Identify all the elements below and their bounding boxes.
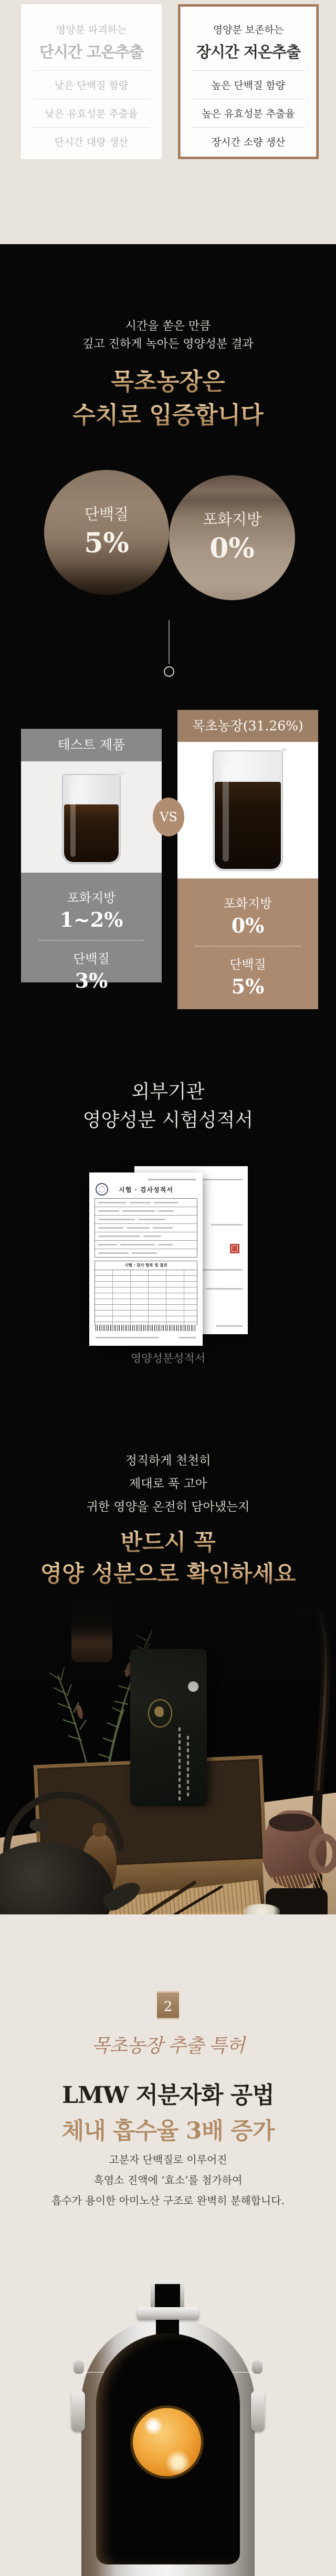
vessel-top-knob bbox=[151, 2280, 184, 2311]
card-subtitle: 영양분 보존하는 bbox=[213, 24, 284, 36]
stat-value: 3% bbox=[75, 969, 108, 992]
tea-still-life-photo bbox=[0, 1596, 336, 1914]
extract-droplet-sphere bbox=[130, 2405, 204, 2479]
vessel-side-pin bbox=[252, 2360, 262, 2374]
doc-number-placeholder bbox=[148, 1179, 196, 1180]
test-product-card bbox=[21, 729, 162, 992]
versus-card-footer bbox=[177, 878, 318, 1009]
patent-subtitle: 체내 흡수율 3배 증가 bbox=[61, 2118, 275, 2144]
connector-line bbox=[169, 620, 170, 664]
mug-handle bbox=[309, 1834, 336, 1873]
dotted-divider bbox=[195, 946, 300, 947]
card-item-list bbox=[33, 70, 150, 155]
dotted-divider bbox=[39, 940, 144, 941]
certificate-caption: 영양성분성적서 bbox=[130, 1352, 205, 1365]
pouch-vertical-text-placeholder bbox=[178, 1727, 181, 1801]
card-high-temp-extraction bbox=[21, 4, 162, 159]
stat-label: 단백질 bbox=[229, 957, 266, 972]
proof-line: 깊고 진하게 녹아든 영양성분 결과 bbox=[82, 338, 254, 351]
proof-headline: 목초농장은 bbox=[0, 365, 336, 399]
versus-card-header: 테스트 제품 bbox=[21, 729, 162, 761]
doc-text-placeholder bbox=[216, 1325, 243, 1327]
stat-value: 5% bbox=[231, 975, 265, 998]
patent-paragraph-line: 흑염소 진액에 ‘효소’를 첨가하여 bbox=[93, 2174, 243, 2186]
teapot-lid bbox=[15, 1828, 63, 1850]
doc-footnote-placeholder bbox=[96, 1337, 159, 1338]
vessel-flange bbox=[137, 2307, 199, 2320]
check-copy-block bbox=[0, 1449, 336, 1590]
doc-text-placeholder bbox=[206, 1288, 243, 1290]
versus-card-body bbox=[177, 742, 318, 878]
lmw-patent-section bbox=[0, 1914, 336, 2576]
stat-label: 단백질 bbox=[84, 505, 129, 523]
proof-line: 시간을 쏟은 만큼 bbox=[125, 320, 211, 333]
stat-label: 단백질 bbox=[73, 951, 110, 966]
beaker-illustration bbox=[213, 750, 283, 871]
pouch-vertical-text-placeholder bbox=[187, 1736, 189, 1799]
photo-top-fade bbox=[0, 1596, 336, 1701]
nutrition-proof-section bbox=[0, 244, 336, 1914]
certificate-heading-line: 영양성분 시험성적서 bbox=[82, 1109, 254, 1131]
patent-paragraph bbox=[0, 2150, 336, 2211]
card-item: 높은 유효성분 추출율 bbox=[192, 99, 305, 127]
doc-info-table bbox=[94, 1198, 197, 1258]
patent-paragraph-line: 고분자 단백질로 이루어진 bbox=[109, 2153, 227, 2166]
doc-text-placeholder bbox=[211, 1224, 243, 1226]
versus-card-footer bbox=[21, 873, 162, 992]
round-seal-icon bbox=[96, 1183, 108, 1196]
stat-value: 0% bbox=[209, 532, 255, 564]
section-number-badge: 2 bbox=[157, 1991, 179, 2019]
check-headline: 반드시 꼭 bbox=[0, 1527, 336, 1558]
patent-script-title: 목초농장 추출 특허 bbox=[91, 2035, 245, 2057]
certificate-page-front bbox=[89, 1172, 203, 1346]
vessel-side-pin bbox=[74, 2360, 84, 2374]
stat-value: 0% bbox=[231, 914, 265, 937]
beaker-highlight bbox=[70, 783, 76, 857]
vessel-side-handle bbox=[71, 2391, 85, 2432]
card-subtitle: 영양분 파괴하는 bbox=[56, 24, 127, 36]
stat-label: 포화지방 bbox=[202, 510, 262, 528]
doc-page-number-placeholder bbox=[178, 1337, 196, 1338]
patent-paragraph-line: 흡수가 용이한 아미노산 구조로 완벽히 분해합니다. bbox=[51, 2194, 285, 2207]
proof-headline: 수치로 입증합니다 bbox=[0, 399, 336, 432]
proof-heading bbox=[0, 318, 336, 432]
barcode-icon bbox=[96, 1325, 196, 1331]
stat-value: 1~2% bbox=[59, 908, 123, 931]
extraction-compare-section bbox=[0, 0, 336, 244]
certificate-heading bbox=[0, 1078, 336, 1135]
card-item-list bbox=[192, 70, 305, 155]
saturated-fat-stat-circle bbox=[169, 475, 295, 600]
beaker-illustration bbox=[62, 774, 121, 864]
certificate-heading-line: 외부기관 bbox=[131, 1081, 205, 1103]
red-seal-stamp-icon bbox=[230, 1244, 239, 1253]
versus-card-body bbox=[21, 761, 162, 873]
card-item: 단시간 대량 생산 bbox=[33, 127, 150, 155]
check-line: 제대로 푹 고아 bbox=[129, 1477, 207, 1491]
protein-stat-circle bbox=[44, 470, 169, 595]
vs-badge: VS bbox=[153, 798, 184, 836]
stat-value: 5% bbox=[84, 527, 129, 559]
card-low-temp-extraction bbox=[178, 4, 319, 159]
doc-title: 시험 · 검사성적서 bbox=[119, 1186, 173, 1193]
card-title: 장시간 저온추출 bbox=[196, 43, 301, 61]
card-title: 단시간 고온추출 bbox=[39, 43, 144, 61]
stat-label: 포화지방 bbox=[223, 896, 272, 911]
beaker-highlight bbox=[223, 762, 229, 862]
vessel-side-handle bbox=[251, 2391, 265, 2432]
doc-results-grid bbox=[94, 1270, 197, 1325]
stat-label: 포화지방 bbox=[67, 891, 116, 905]
check-line: 귀한 영양을 온전히 담아냈는지 bbox=[86, 1500, 250, 1514]
connector-dot bbox=[164, 666, 174, 677]
certificate-document bbox=[89, 1166, 248, 1347]
pouch-crest-logo-icon bbox=[148, 1699, 172, 1727]
patent-title: LMW 저분자화 공법 bbox=[62, 2082, 274, 2109]
versus-card-header: 목초농장(31.26%) bbox=[177, 710, 318, 742]
teapot-knob bbox=[29, 1819, 48, 1831]
check-headline: 영양 성분으로 확인하세요 bbox=[0, 1558, 336, 1590]
mug-opening bbox=[269, 1814, 315, 1831]
card-item: 낮은 유효성분 추출율 bbox=[33, 99, 150, 127]
doc-section-band: 시험 · 검사 항목 및 결과 bbox=[94, 1261, 197, 1270]
card-item: 높은 단백질 함량 bbox=[192, 70, 305, 99]
doc-text-placeholder bbox=[201, 1179, 243, 1180]
card-item: 낮은 단백질 함량 bbox=[33, 70, 150, 99]
check-line: 정직하게 천천히 bbox=[125, 1454, 211, 1468]
card-item: 장시간 소량 생산 bbox=[192, 127, 305, 155]
mokcho-farm-card bbox=[177, 710, 318, 1009]
